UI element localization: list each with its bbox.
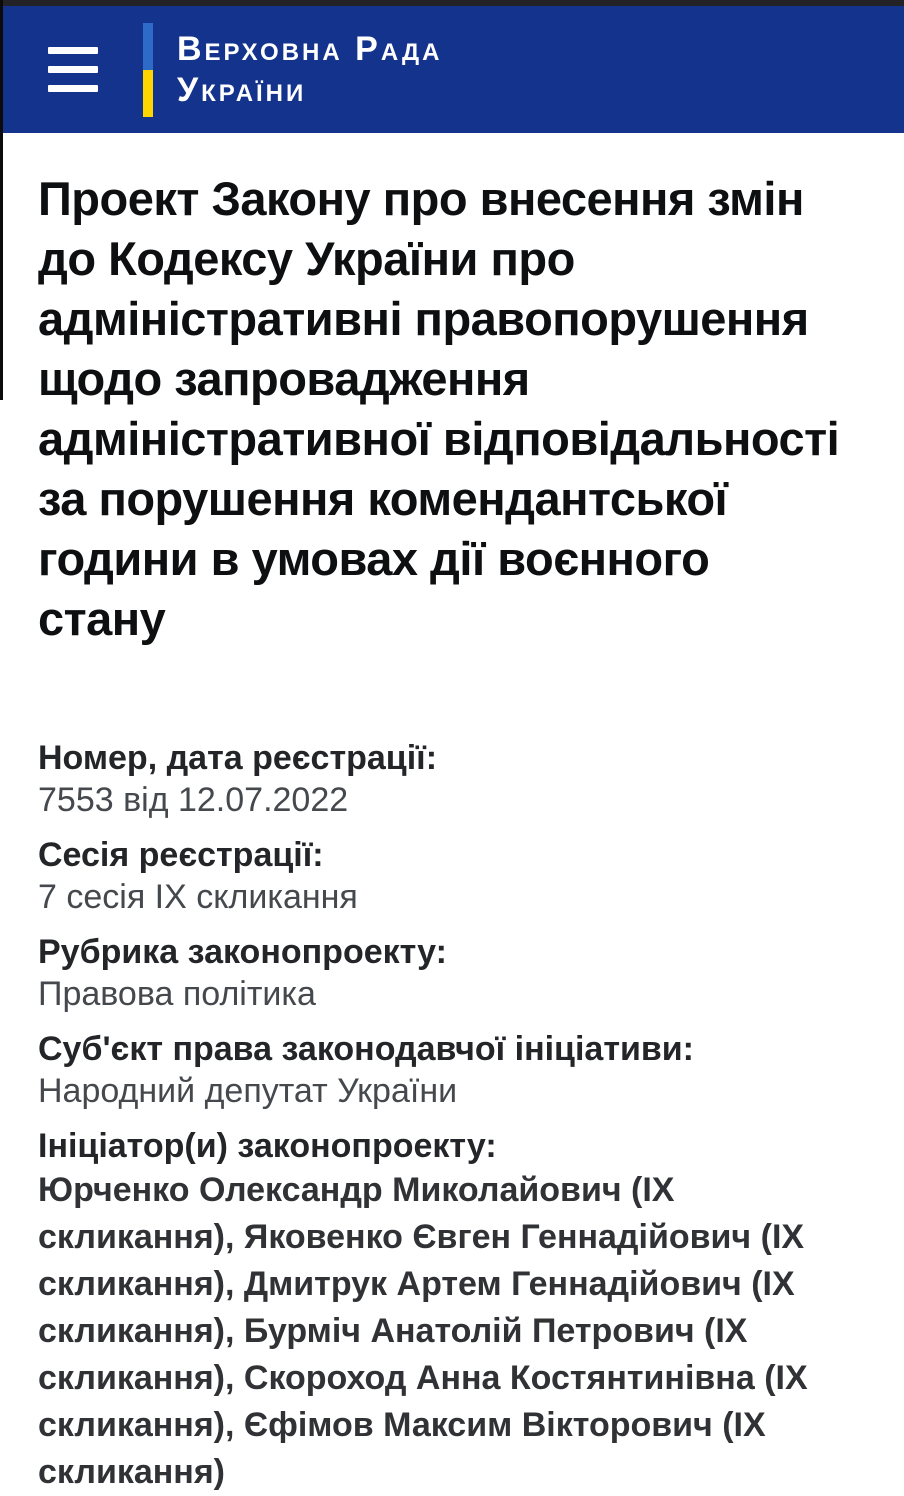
brand-title [177, 29, 442, 111]
field-value: Юрченко Олександр Миколайович (IX скликання), Яковенко Євген Геннадійович (IX скликання), Дмитрук Артем Геннадійович (IX скликання), Бурміч Анатолій Петрович (IX скликання), Скороход Анна Костянтинівна (IX скликання), Єфімов Максим Вікторович (IX скликання) [38, 1171, 808, 1491]
field-label: Номер, дата реєстрації: [38, 739, 438, 777]
field-value: 7553 від 12.07.2022 [38, 781, 349, 819]
screen-edge-artifact [0, 0, 3, 400]
brand-line-1: Верховна Рада [177, 29, 443, 68]
field-initiators [38, 1125, 848, 1496]
field-value: Правова політика [38, 975, 316, 1013]
rada-logo[interactable] [143, 23, 442, 117]
hamburger-bar [48, 66, 98, 73]
field-label: Рубрика законопроекту: [38, 933, 447, 971]
bill-page-content [0, 133, 904, 1496]
field-label: Суб'єкт права законодавчої ініціативи: [38, 1030, 694, 1068]
hamburger-bar [48, 47, 98, 54]
field-label: Ініціатор(и) законопроекту: [38, 1127, 497, 1165]
flag-yellow-half [143, 70, 153, 117]
field-registration-session [38, 834, 848, 918]
field-value: 7 сесія IX скликання [38, 878, 358, 916]
hamburger-bar [48, 85, 98, 92]
hamburger-menu-icon[interactable] [48, 47, 98, 92]
field-initiative-subject [38, 1028, 848, 1112]
field-registration-number [38, 737, 848, 821]
brand-line-2: України [177, 70, 307, 109]
field-label: Сесія реєстрації: [38, 836, 324, 874]
flag-blue-half [143, 23, 153, 70]
field-rubric [38, 931, 848, 1015]
bill-title: Проект Закону про внесення змін до Кодексу України про адміністративні правопорушення щодо запровадження адміністративної відповідальності за порушення комендантської години в умовах дії воєнного стану [38, 172, 840, 645]
field-value: Народний депутат України [38, 1072, 458, 1110]
ukraine-flag-icon [143, 23, 153, 117]
app-header [0, 6, 904, 133]
